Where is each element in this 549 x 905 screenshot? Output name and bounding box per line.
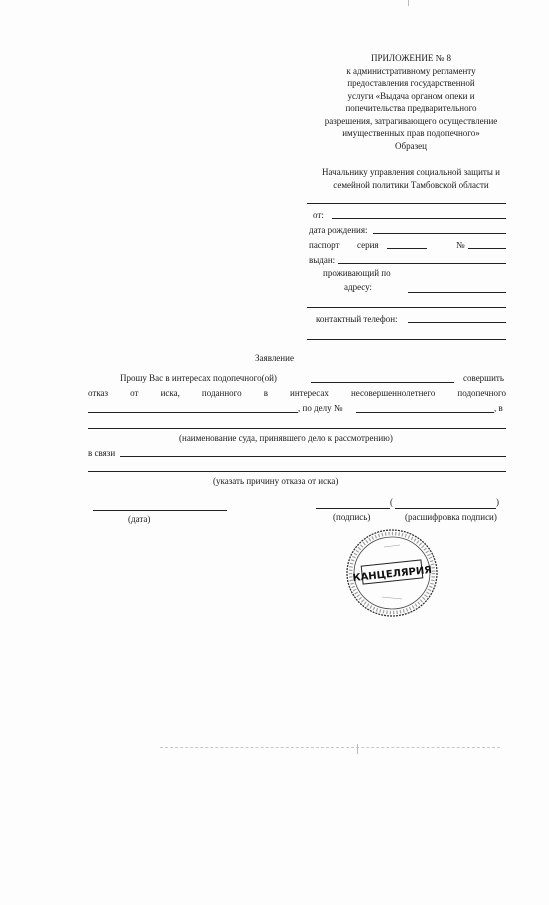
series-label: серия: [357, 240, 379, 250]
birth-date-label: дата рождения:: [309, 225, 368, 235]
ward-name-field[interactable]: [311, 382, 454, 383]
word: подопечного: [457, 388, 506, 398]
statement-line1-end: совершить: [463, 373, 504, 383]
office-stamp: [344, 527, 440, 619]
reason-label: в связи: [88, 448, 116, 458]
addressee-block: [300, 166, 522, 191]
address-field[interactable]: [408, 292, 506, 293]
word: интересах: [290, 388, 329, 398]
scan-artifact: [357, 744, 358, 754]
minor-name-field[interactable]: [88, 412, 298, 413]
phone-label: контактный телефон:: [316, 314, 398, 324]
reason-caption: (указать причину отказа от иска): [213, 476, 339, 486]
word: в: [263, 388, 268, 398]
scan-artifact: [160, 747, 500, 748]
number-label: №: [456, 240, 465, 250]
reason-field[interactable]: [120, 456, 506, 457]
appendix-line: разрешения, затрагивающего осуществление: [324, 115, 498, 126]
paren-close: ): [496, 497, 499, 507]
word: отказ: [88, 388, 109, 398]
phone-field[interactable]: [408, 322, 506, 323]
court-name-field[interactable]: [88, 428, 506, 429]
statement-line2: [88, 388, 506, 399]
appendix-line: предоставления государственной: [347, 78, 475, 88]
court-caption: (наименование суда, принявшего дело к рассмотрению): [179, 433, 393, 443]
statement-line1-start: Прошу Вас в интересах подопечного(ой): [120, 373, 277, 383]
appendix-line: попечительства предварительного: [345, 103, 477, 113]
address-label: адресу:: [344, 282, 373, 292]
address-field-2[interactable]: [307, 307, 506, 308]
sample-label: Образец: [395, 141, 427, 151]
from-label: от:: [313, 210, 324, 220]
birth-date-field[interactable]: [373, 233, 506, 234]
stamp-graphic: [344, 527, 440, 619]
appendix-title: ПРИЛОЖЕНИЕ № 8: [370, 53, 452, 63]
date-field[interactable]: [93, 510, 227, 511]
word: несовершеннолетнего: [350, 388, 436, 398]
statement-line3-end: , в: [494, 403, 503, 413]
addressee-line: Начальнику управления социальной защиты и: [322, 167, 500, 177]
series-field[interactable]: [387, 248, 427, 249]
word: иска,: [160, 388, 180, 398]
residing-label: проживающий по: [323, 268, 391, 278]
paren-open: (: [390, 497, 393, 507]
date-caption: (дата): [128, 514, 151, 524]
decode-caption: (расшифровка подписи): [405, 512, 497, 522]
issued-field[interactable]: [338, 263, 506, 264]
issued-label: выдан:: [309, 255, 336, 265]
scan-artifact: [408, 0, 409, 6]
appendix-line: услуги «Выдача органом опеки и: [347, 90, 475, 101]
blank-line[interactable]: [307, 339, 506, 340]
word: от: [130, 388, 139, 398]
appendix-line: имущественных прав подопечного»: [342, 128, 480, 138]
word: поданного: [201, 388, 242, 398]
stamp-text: КАНЦЕЛЯРИЯ: [352, 564, 433, 585]
signature-field[interactable]: [316, 508, 390, 509]
appendix-line: к административному регламенту: [346, 65, 476, 76]
signature-decode-field[interactable]: [395, 508, 496, 509]
reason-field-2[interactable]: [88, 471, 506, 472]
blank-line[interactable]: [307, 203, 506, 204]
case-number-field[interactable]: [356, 412, 494, 413]
statement-title: Заявление: [255, 353, 294, 363]
number-field[interactable]: [468, 248, 506, 249]
passport-label: паспорт: [309, 240, 340, 250]
addressee-line: семейной политики Тамбовской области: [333, 179, 489, 190]
case-number-label: , по делу №: [298, 403, 343, 413]
sign-caption: (подпись): [333, 512, 371, 522]
appendix-block: [300, 52, 522, 140]
from-field[interactable]: [332, 218, 506, 219]
